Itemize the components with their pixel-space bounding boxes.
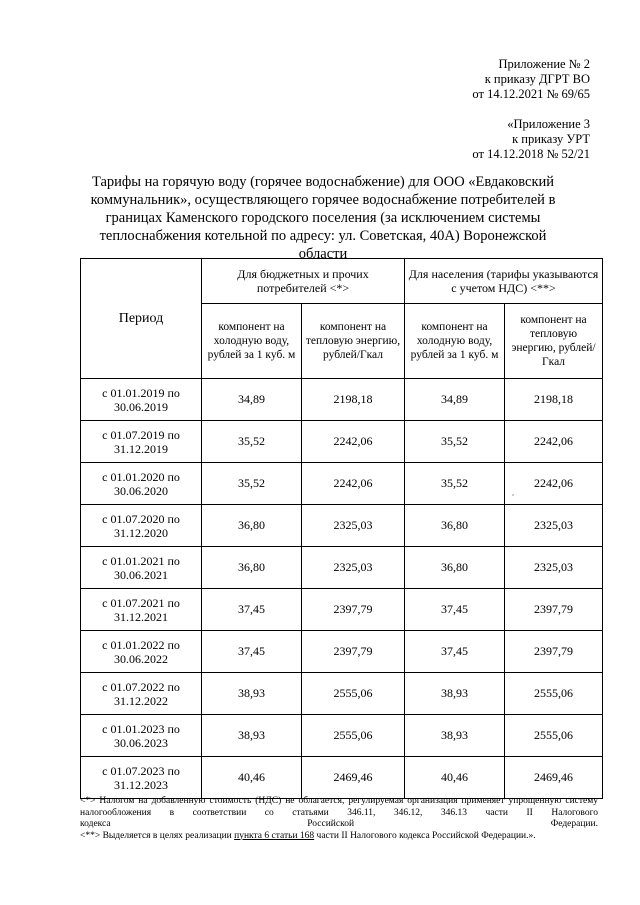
period-cell: с 01.07.2019 по 31.12.2019 xyxy=(81,421,202,463)
previous-appendix-header xyxy=(472,117,590,162)
population-heat-cell: 2555,06 xyxy=(505,715,603,757)
period-cell: с 01.01.2022 по 30.06.2022 xyxy=(81,631,202,673)
budget-cold-cell: 36,80 xyxy=(202,505,302,547)
population-heat-energy-header: компонент на тепловую энергию, рублей/Гкал xyxy=(505,304,603,379)
previous-appendix-order: к приказу УРТ xyxy=(512,132,590,146)
population-heat-cell: 2397,79 xyxy=(505,631,603,673)
budget-heat-cell: 2397,79 xyxy=(302,631,405,673)
population-heat-cell: 2242,06 xyxy=(505,421,603,463)
population-cold-cell: 34,89 xyxy=(405,379,505,421)
population-cold-cell: 37,45 xyxy=(405,589,505,631)
table-row xyxy=(81,631,603,673)
table-row xyxy=(81,505,603,547)
document-title: Тарифы на горячую воду (горячее водоснабжение) для ООО «Евдаковский коммунальник», осуществляющего горячее водоснабжение потребителей в границах Каменского городского поселения (за исключением системы теплоснабжения котельной по адресу: ул. Советская, 40А) Воронежской области xyxy=(90,174,556,262)
period-header: Период xyxy=(81,259,202,379)
budget-heat-cell: 2555,06 xyxy=(302,673,405,715)
population-heat-cell: 2242,06 xyxy=(505,463,603,505)
footnote-word: кодекса xyxy=(80,819,111,829)
budget-heat-cell: 2325,03 xyxy=(302,505,405,547)
previous-appendix-number: «Приложение 3 xyxy=(507,117,590,131)
footnote-text: части II Налогового кодекса Российской Федерации.». xyxy=(314,830,536,841)
footnotes xyxy=(80,796,598,842)
population-heat-cell: 2555,06 xyxy=(505,673,603,715)
population-cold-water-header: компонент на холодную воду, рублей за 1 куб. м xyxy=(405,304,505,379)
population-heat-cell: 2325,03 xyxy=(505,505,603,547)
table-row xyxy=(81,673,603,715)
footnote-vat-included xyxy=(80,831,598,843)
budget-heat-cell: 2242,06 xyxy=(302,463,405,505)
budget-cold-cell: 37,45 xyxy=(202,631,302,673)
population-cold-cell: 38,93 xyxy=(405,673,505,715)
table-row xyxy=(81,715,603,757)
period-cell: с 01.01.2021 по 30.06.2021 xyxy=(81,547,202,589)
previous-appendix-date: от 14.12.2018 № 52/21 xyxy=(472,147,590,161)
population-cold-cell: 40,46 xyxy=(405,757,505,799)
period-cell: с 01.01.2023 по 30.06.2023 xyxy=(81,715,202,757)
population-cold-cell: 35,52 xyxy=(405,463,505,505)
population-heat-cell: 2198,18 xyxy=(505,379,603,421)
population-cold-cell: 35,52 xyxy=(405,421,505,463)
budget-cold-cell: 36,80 xyxy=(202,547,302,589)
budget-heat-cell: 2397,79 xyxy=(302,589,405,631)
period-cell: с 01.07.2022 по 31.12.2022 xyxy=(81,673,202,715)
table-row xyxy=(81,379,603,421)
footnote-vat-exempt-end xyxy=(80,819,598,831)
budget-heat-cell: 2198,18 xyxy=(302,379,405,421)
population-heat-cell: 2469,46 xyxy=(505,757,603,799)
period-cell: с 01.01.2020 по 30.06.2020 xyxy=(81,463,202,505)
budget-heat-cell: 2242,06 xyxy=(302,421,405,463)
table-row xyxy=(81,589,603,631)
population-cold-cell: 36,80 xyxy=(405,505,505,547)
population-heat-cell: 2325,03 xyxy=(505,547,603,589)
scan-dot xyxy=(512,494,514,496)
footnote-text: <**> Выделяется в целях реализации xyxy=(80,830,235,841)
budget-cold-cell: 35,52 xyxy=(202,463,302,505)
budget-cold-water-header: компонент на холодную воду, рублей за 1 куб. м xyxy=(202,304,302,379)
tax-code-link[interactable]: пункта 6 статьи 168 xyxy=(234,830,315,841)
period-cell: с 01.07.2020 по 31.12.2020 xyxy=(81,505,202,547)
budget-heat-cell: 2469,46 xyxy=(302,757,405,799)
table-row xyxy=(81,463,603,505)
budget-consumers-header: Для бюджетных и прочих потребителей <*> xyxy=(202,259,405,304)
period-cell: с 01.07.2021 по 31.12.2021 xyxy=(81,589,202,631)
table-row xyxy=(81,421,603,463)
budget-cold-cell: 38,93 xyxy=(202,715,302,757)
tariff-table xyxy=(80,258,603,799)
population-header: Для населения (тарифы указываются с учетом НДС) <**> xyxy=(405,259,603,304)
budget-cold-cell: 40,46 xyxy=(202,757,302,799)
population-heat-cell: 2397,79 xyxy=(505,589,603,631)
period-cell: с 01.07.2023 по 31.12.2023 xyxy=(81,757,202,799)
budget-heat-energy-header: компонент на тепловую энергию, рублей/Гкал xyxy=(302,304,405,379)
period-cell: с 01.01.2019 по 30.06.2019 xyxy=(81,379,202,421)
appendix-order: к приказу ДГРТ ВО xyxy=(484,72,590,86)
footnote-word: Российской xyxy=(307,819,355,829)
budget-heat-cell: 2555,06 xyxy=(302,715,405,757)
population-cold-cell: 37,45 xyxy=(405,631,505,673)
appendix-number: Приложение № 2 xyxy=(498,57,590,71)
footnote-word: Федерации. xyxy=(550,819,598,829)
population-cold-cell: 36,80 xyxy=(405,547,505,589)
budget-cold-cell: 38,93 xyxy=(202,673,302,715)
appendix-header xyxy=(472,57,590,102)
table-row xyxy=(81,757,603,799)
footnote-vat-exempt: <*> Налогом на добавленную стоимость (НДС) не облагается, регулируемая организация применяет упрощенную систему налогообложения в соответствии со статьями 346.11, 346.12, 346.13 части II Налогового xyxy=(80,796,598,818)
budget-cold-cell: 37,45 xyxy=(202,589,302,631)
budget-cold-cell: 35,52 xyxy=(202,421,302,463)
appendix-date: от 14.12.2021 № 69/65 xyxy=(472,87,590,101)
population-cold-cell: 38,93 xyxy=(405,715,505,757)
budget-heat-cell: 2325,03 xyxy=(302,547,405,589)
budget-cold-cell: 34,89 xyxy=(202,379,302,421)
table-row xyxy=(81,547,603,589)
